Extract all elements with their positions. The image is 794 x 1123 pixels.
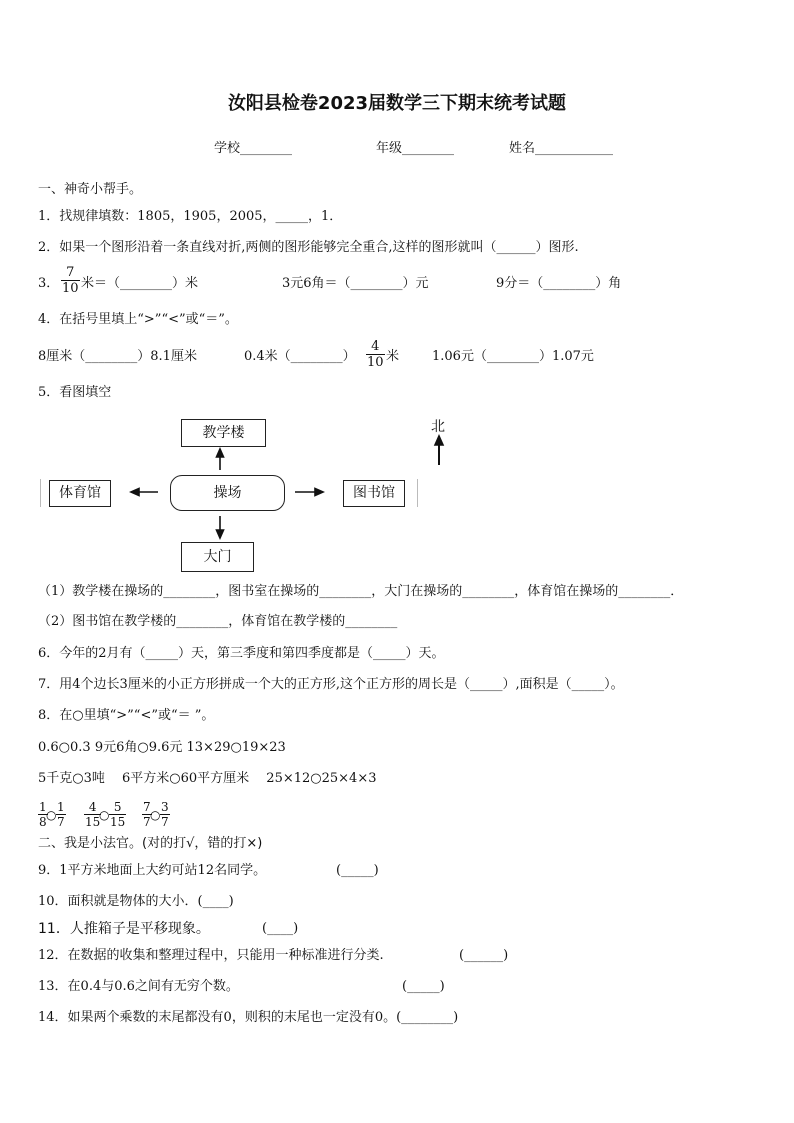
question-9-blank: (_____) [336, 863, 379, 878]
compare-circle: ○ [46, 808, 57, 822]
fraction [160, 800, 170, 829]
question-8-row-2: 5千克○3吨 6平方米○60平方厘米 25×12○25×4×3 [38, 771, 377, 786]
question-8: 8．在○里填“>”“<”或“＝ ”。 [38, 708, 215, 723]
fraction-numerator: 4 [371, 339, 380, 354]
playground-box: 操场 [170, 475, 285, 511]
page-title: 汝阳县检卷2023届数学三下期末统考试题 [227, 93, 567, 114]
question-5-1: （1）教学楼在操场的________，图书室在操场的________，大门在操场的________，体育馆在操场的________． [38, 584, 684, 599]
school-field: 学校________ [214, 141, 293, 156]
question-5-2: （2）图书馆在教学楼的________，体育馆在教学楼的________ [38, 614, 398, 629]
gate-box: 大门 [181, 542, 254, 572]
question-7: 7．用4个边长3厘米的小正方形拼成一个大的正方形,这个正方形的周长是（_____）,面积是（_____）。 [38, 677, 624, 692]
fraction-denominator: 8 [39, 815, 47, 829]
fraction-denominator: 15 [85, 815, 101, 829]
arrow-down-head [217, 530, 224, 538]
section-1-heading: 一、神奇小帮手。 [38, 182, 143, 197]
question-5: 5．看图填空 [38, 385, 112, 400]
arrow-left-head [131, 489, 139, 496]
question-9: 9．1平方米地面上大约可站12名同学。 [38, 863, 267, 878]
question-11: 11．人推箱子是平移现象。 [38, 921, 210, 937]
question-4-part-c: 1.06元（________）1.07元 [432, 349, 594, 364]
question-3-number: 3． [38, 276, 60, 291]
north-label: 北 [431, 419, 445, 435]
question-10: 10．面积就是物体的大小．(____) [38, 894, 234, 909]
question-12: 12．在数据的收集和整理过程中，只能用一种标准进行分类. [38, 948, 384, 963]
question-3-part-c: 9分＝（________）角 [496, 276, 622, 291]
name-field: 姓名____________ [509, 141, 614, 156]
fraction-denominator: 7 [57, 815, 65, 829]
question-6: 6．今年的2月有（_____）天，第三季度和第四季度都是（_____）天。 [38, 646, 445, 661]
library-box: 图书馆 [343, 480, 405, 507]
arrow-right-head [315, 489, 323, 496]
fraction-denominator: 10 [62, 281, 79, 296]
question-3-part-a: 米＝（________）米 [81, 276, 199, 291]
fraction [56, 800, 66, 829]
fraction-numerator: 5 [113, 800, 122, 814]
question-4-part-a: 8厘米（________）8.1厘米 [38, 349, 197, 364]
question-13: 13．在0.4与0.6之间有无穷个数。 [38, 979, 239, 994]
fraction-numerator: 7 [66, 265, 75, 280]
question-2: 2．如果一个图形沿着一条直线对折,两侧的图形能够完全重合,这样的图形就叫（______）图形. [38, 240, 579, 255]
north-arrow-head [435, 436, 443, 445]
fraction-denominator: 7 [161, 815, 169, 829]
compare-circle: ○ [99, 808, 110, 822]
question-13-blank: (_____) [402, 979, 445, 994]
grade-field: 年级________ [376, 141, 455, 156]
fraction-denominator: 7 [143, 815, 151, 829]
section-2-heading: 二、我是小法官。(对的打√，错的打×) [38, 836, 263, 851]
fraction-numerator: 4 [88, 800, 97, 814]
question-12-blank: (______) [459, 948, 509, 963]
question-14: 14．如果两个乘数的末尾都没有0，则积的末尾也一定没有0。(________) [38, 1010, 459, 1025]
fraction-denominator: 10 [367, 355, 384, 370]
question-8-row-1: 0.6○0.3 9元6角○9.6元 13×29○19×23 [38, 740, 286, 755]
arrow-up-head [217, 449, 224, 457]
teaching-building-box: 教学楼 [181, 419, 266, 447]
question-1: 1．找规律填数：1805，1905，2005，_____，1． [38, 209, 343, 224]
question-4-unit: 米 [386, 349, 400, 364]
fraction-numerator: 3 [161, 800, 169, 814]
question-3-part-b: 3元6角＝（________）元 [282, 276, 429, 291]
question-4: 4．在括号里填上“>”“<”或“＝”。 [38, 312, 238, 327]
compare-circle: ○ [150, 808, 161, 822]
fraction-numerator: 1 [39, 800, 47, 814]
fraction-numerator: 7 [143, 800, 151, 814]
fraction-numerator: 1 [57, 800, 65, 814]
fraction [109, 800, 126, 829]
question-4-part-b: 0.4米（________） [244, 349, 356, 364]
gym-box: 体育馆 [49, 480, 111, 507]
fraction-denominator: 15 [110, 815, 126, 829]
question-11-blank: (____) [262, 921, 299, 936]
